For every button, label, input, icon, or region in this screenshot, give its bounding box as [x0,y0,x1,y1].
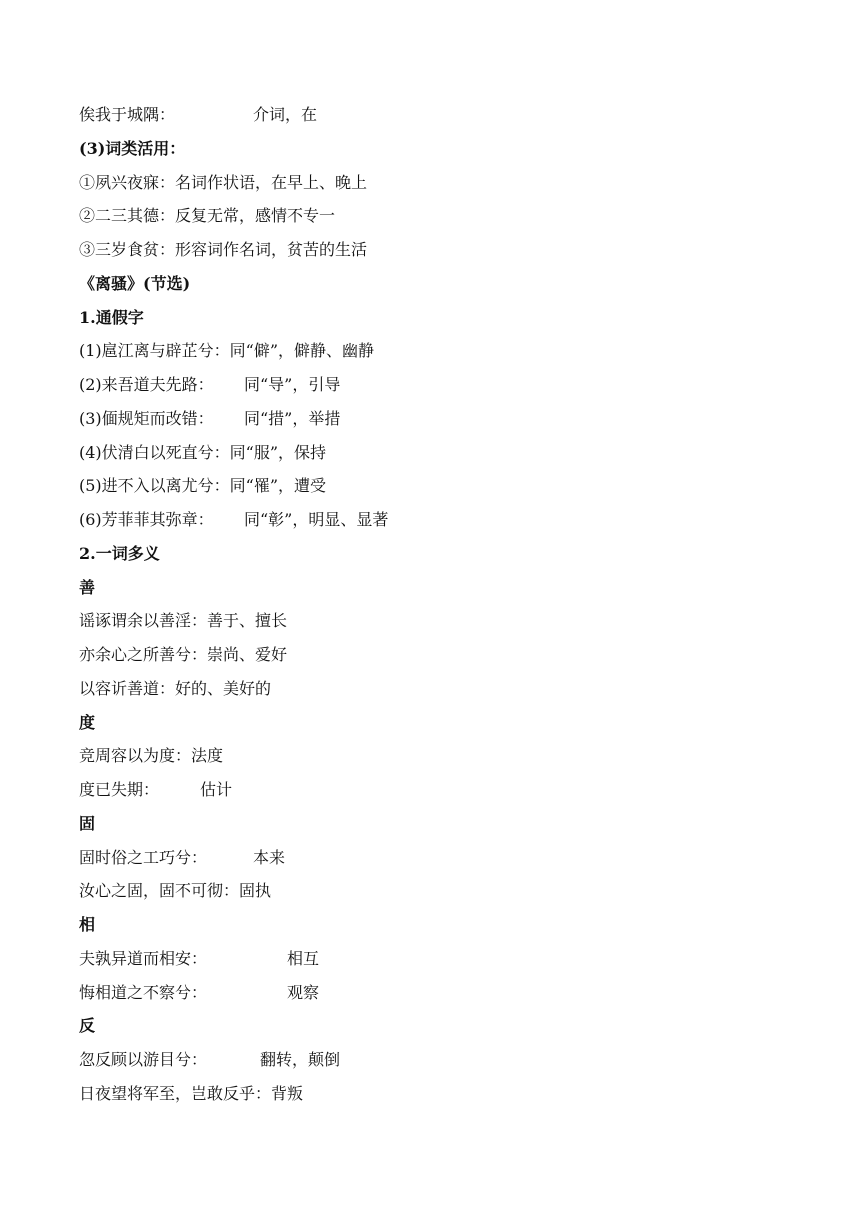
definition: 同“导”，引导 [244,375,341,394]
text-line: 汝心之固，固不可彻：固执 [79,881,272,900]
term: 悔相道之不察兮： [79,983,208,1002]
text-line: 以容䜣善道：好的、美好的 [79,679,272,698]
definition: 观察 [287,983,320,1002]
term: (6)芳菲菲其弥章： [79,510,214,529]
term: 固时俗之工巧兮： [79,848,208,867]
word-heading: 善 [79,578,96,597]
text-line: (5)进不入以离尤兮：同“罹”，遭受 [79,476,327,495]
text-line [79,841,286,875]
text-line: (4)伏清白以死直兮：同“服”，保持 [79,443,327,462]
text-line [79,503,389,537]
term: 忽反顾以游目兮： [79,1050,208,1069]
text-line [79,98,318,132]
text-line [79,368,341,402]
definition: 相互 [287,949,320,968]
definition: 同“措”，举措 [244,409,341,428]
word-heading: 反 [79,1016,96,1035]
term: 度已失期： [79,780,160,799]
text-line: 谣诼谓余以善淫：善于、擅长 [79,611,288,630]
text-line [79,402,341,436]
text-line [79,1043,341,1077]
definition: 翻转，颠倒 [260,1050,341,1069]
term: (2)来吾道夫先路： [79,375,214,394]
text-line: ③三岁食贫：形容词作名词，贫苦的生活 [79,240,368,259]
definition: 本来 [253,848,286,867]
text-line [79,773,233,807]
section-heading: (3)词类活用： [79,139,186,158]
text-line [79,976,320,1010]
text-line: ②二三其德：反复无常，感情不专一 [79,206,336,225]
text-line: 日夜望将军至，岂敢反乎：背叛 [79,1084,304,1103]
definition: 同“彰”，明显、显著 [244,510,389,529]
term: 俟我于城隅： [79,105,176,124]
term: (3)偭规矩而改错： [79,409,214,428]
word-heading: 相 [79,915,96,934]
section-heading: 《离骚》(节选) [79,274,191,293]
section-heading: 1.通假字 [79,308,144,327]
text-line: 亦余心之所善兮：崇尚、爱好 [79,645,288,664]
text-line [79,942,320,976]
text-line: ①夙兴夜寐：名词作状语，在早上、晚上 [79,173,368,192]
word-heading: 度 [79,713,96,732]
definition: 介词，在 [253,105,318,124]
word-heading: 固 [79,814,96,833]
text-line: (1)扈江离与辟芷兮：同“僻”，僻静、幽静 [79,341,375,360]
term: 夫孰异道而相安： [79,949,208,968]
section-heading: 2.一词多义 [79,544,160,563]
definition: 估计 [200,780,233,799]
text-line: 竞周容以为度：法度 [79,746,224,765]
